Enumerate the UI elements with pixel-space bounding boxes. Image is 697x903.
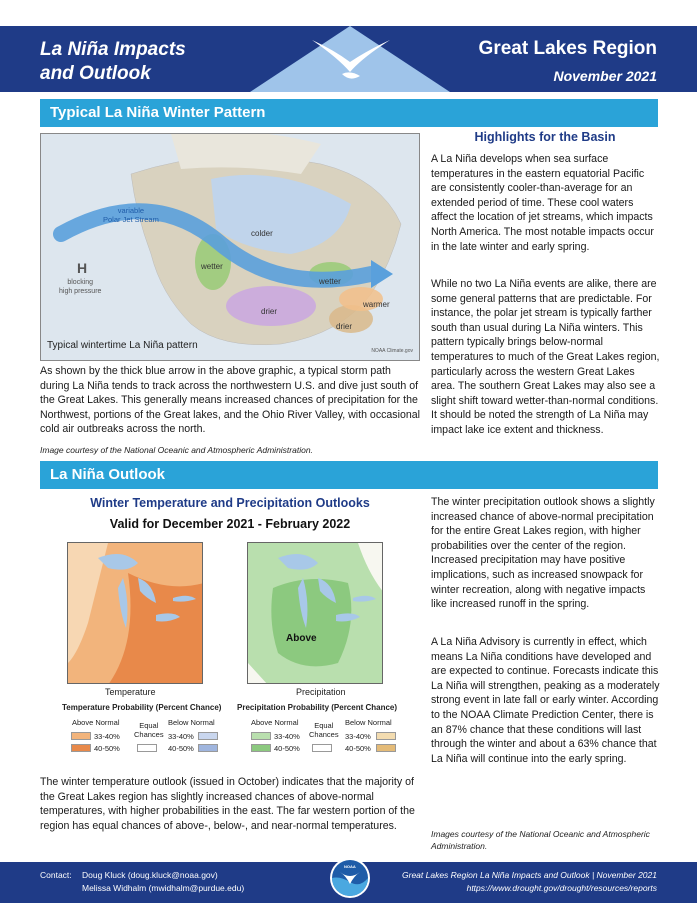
precipitation-map-graphic [248,543,383,684]
footer-report-info [402,869,657,895]
temp-below-33-label: 33-40% [168,732,194,741]
prcp-above-40-label: 40-50% [274,744,300,753]
wetter-east-label: wetter [319,277,341,286]
la-nina-pattern-map [40,133,420,361]
pattern-map-graphic [41,134,420,361]
precipitation-outlook-map [247,542,383,684]
temp-above-40-label: 40-50% [94,744,120,753]
swatch-temp-equal [137,744,157,752]
warmer-label: warmer [363,300,390,309]
swatch-temp-above-40 [71,744,91,752]
swatch-temp-above-33 [71,732,91,740]
prcp-equal-chances [309,721,339,739]
precipitation-label: Precipitation [296,687,346,697]
swatch-prcp-equal [312,744,332,752]
jet-label-2: Polar Jet Stream [103,215,159,224]
blocking-line-2: high pressure [59,288,102,295]
header-bird-logo [250,0,450,92]
drier-south-label: drier [261,307,278,316]
temp-equal-1: Equal [139,721,159,730]
blocking-label [59,278,101,296]
temp-equal-2: Chances [134,730,164,739]
prcp-above-33-label: 33-40% [274,732,300,741]
blocking-line-1: blocking [67,279,94,286]
swatch-temp-below-33 [198,732,218,740]
header-title-left [40,38,186,86]
drier-se-label: drier [336,322,353,331]
prcp-below-normal: Below Normal [345,718,392,727]
swatch-prcp-above-33 [251,732,271,740]
swatch-prcp-below-40 [376,744,396,752]
temp-below-normal: Below Normal [168,718,215,727]
report-date: November 2021 [553,68,657,84]
highlights-paragraph-2: While no two La Niña events are alike, there are some general patterns that are predictable. For instance, the polar jet stream is typically farther south than usual during La Niña winters. This pattern typically brings below-normal temperatures to much of the Great Lakes region, particularly across the western Great Lakes area. The southern Great Lakes may also see a slight shift toward wetter-than-normal conditions. It should be noted the strength of La Niña may impact lake ice extent and thickness. [431,278,660,436]
prcp-equal-2: Chances [309,730,339,739]
section-bar-outlook: La Niña Outlook [40,461,658,489]
prcp-equal-1: Equal [314,721,334,730]
temp-legend-title: Temperature Probability (Percent Chance) [62,703,222,712]
map-credit: NOAA Climate.gov [371,348,413,354]
title-line-1: La Niña Impacts [40,39,186,60]
temp-above-normal: Above Normal [72,718,120,727]
precipitation-outlook-paragraph: The winter precipitation outlook shows a slightly increased chance of above-normal precipitation for the entire Great Lakes region, with higher probabilities over the center of the region. Increased precipitation may have positive implications, such as increased snowpack for winter recreation, along with negative impacts like increased runoff in the spring. [431,496,655,611]
contact-kluck[interactable]: Doug Kluck (doug.kluck@noaa.gov) [82,870,218,880]
jet-stream-label [103,206,159,224]
swatch-prcp-below-33 [376,732,396,740]
jet-label-1: variable [117,206,145,215]
prcp-below-33-label: 33-40% [345,732,371,741]
prcp-legend-title: Precipitation Probability (Percent Chance) [237,703,398,712]
noaa-logo-text: NOAA [344,864,356,869]
outlook-valid-period: Valid for December 2021 - February 2022 [109,517,351,531]
storm-path-paragraph: As shown by the thick blue arrow in the above graphic, a typical storm path during La Niña tends to track across the northwestern U.S. and dive just south of the Great Lakes. This generally means increased chances of precipitation for the Northwest, portions of the Great lakes, and the Ohio River Valley, with occasional cold air outbreaks across the north. [40,365,420,436]
swatch-temp-below-40 [198,744,218,752]
contact-widhalm[interactable]: Melissa Widhalm (mwidhalm@purdue.edu) [82,883,245,893]
temp-equal-chances [134,721,164,739]
swatch-prcp-above-40 [251,744,271,752]
header [0,0,697,92]
temperature-outlook-map [67,542,203,684]
temperature-label: Temperature [105,687,156,697]
temperature-outlook-paragraph: The winter temperature outlook (issued in October) indicates that the majority of the Great Lakes region has slightly increased chances of above-normal temperatures, with higher probabilities in the east. The far western portion of the region has equal chances of above-, below-, and near-normal temperatures. [40,776,415,832]
temperature-map-graphic [68,543,203,684]
prcp-below-40-label: 40-50% [345,744,371,753]
map-image-credit: Image courtesy of the National Oceanic and Atmospheric Administration. [40,445,313,455]
highlights-paragraph-1: A La Niña develops when sea surface temperatures in the eastern equatorial Pacific are consistently cooler-than-average for an extended period of time. These cool waters affect the location of jet streams, which impacts North America. The most notable impacts occur in the late winter and early spring. [431,153,654,253]
footer-report-title: Great Lakes Region La Niña Impacts and Outlook | November 2021 [402,870,657,880]
outlook-title: Winter Temperature and Precipitation Outlooks [90,496,370,510]
la-nina-advisory-paragraph: A La Niña Advisory is currently in effect, which means La Niña conditions have developed and are expected to continue. Forecasts indicate this La Niña will strengthen, peaking as a moderately strong event in late fall or early winter. According to the NOAA Climate Prediction Center, there is an 87% chance that these conditions will last through the winter and about a 63% chance that La Niña will continue into the early spring. [431,636,660,765]
temp-below-40-label: 40-50% [168,744,194,753]
colder-label: colder [251,229,273,238]
map-caption: Typical wintertime La Niña pattern [47,340,198,351]
contact-label: Contact: [40,870,72,880]
region-title: Great Lakes Region [478,38,657,59]
footer-report-url[interactable]: https://www.drought.gov/drought/resources/reports [466,883,657,893]
above-label: Above [286,633,317,644]
temp-above-33-label: 33-40% [94,732,120,741]
footer-contacts [40,869,244,895]
high-pressure-h: H [77,260,88,276]
section-bar-winter-pattern: Typical La Niña Winter Pattern [40,99,658,127]
wetter-west-label: wetter [201,262,223,271]
outlook-image-credit: Images courtesy of the National Oceanic and Atmospheric Administration. [431,829,650,851]
noaa-logo [330,858,370,898]
prcp-above-normal: Above Normal [251,718,299,727]
title-line-2: and Outlook [40,63,151,84]
highlights-title: Highlights for the Basin [474,130,616,144]
